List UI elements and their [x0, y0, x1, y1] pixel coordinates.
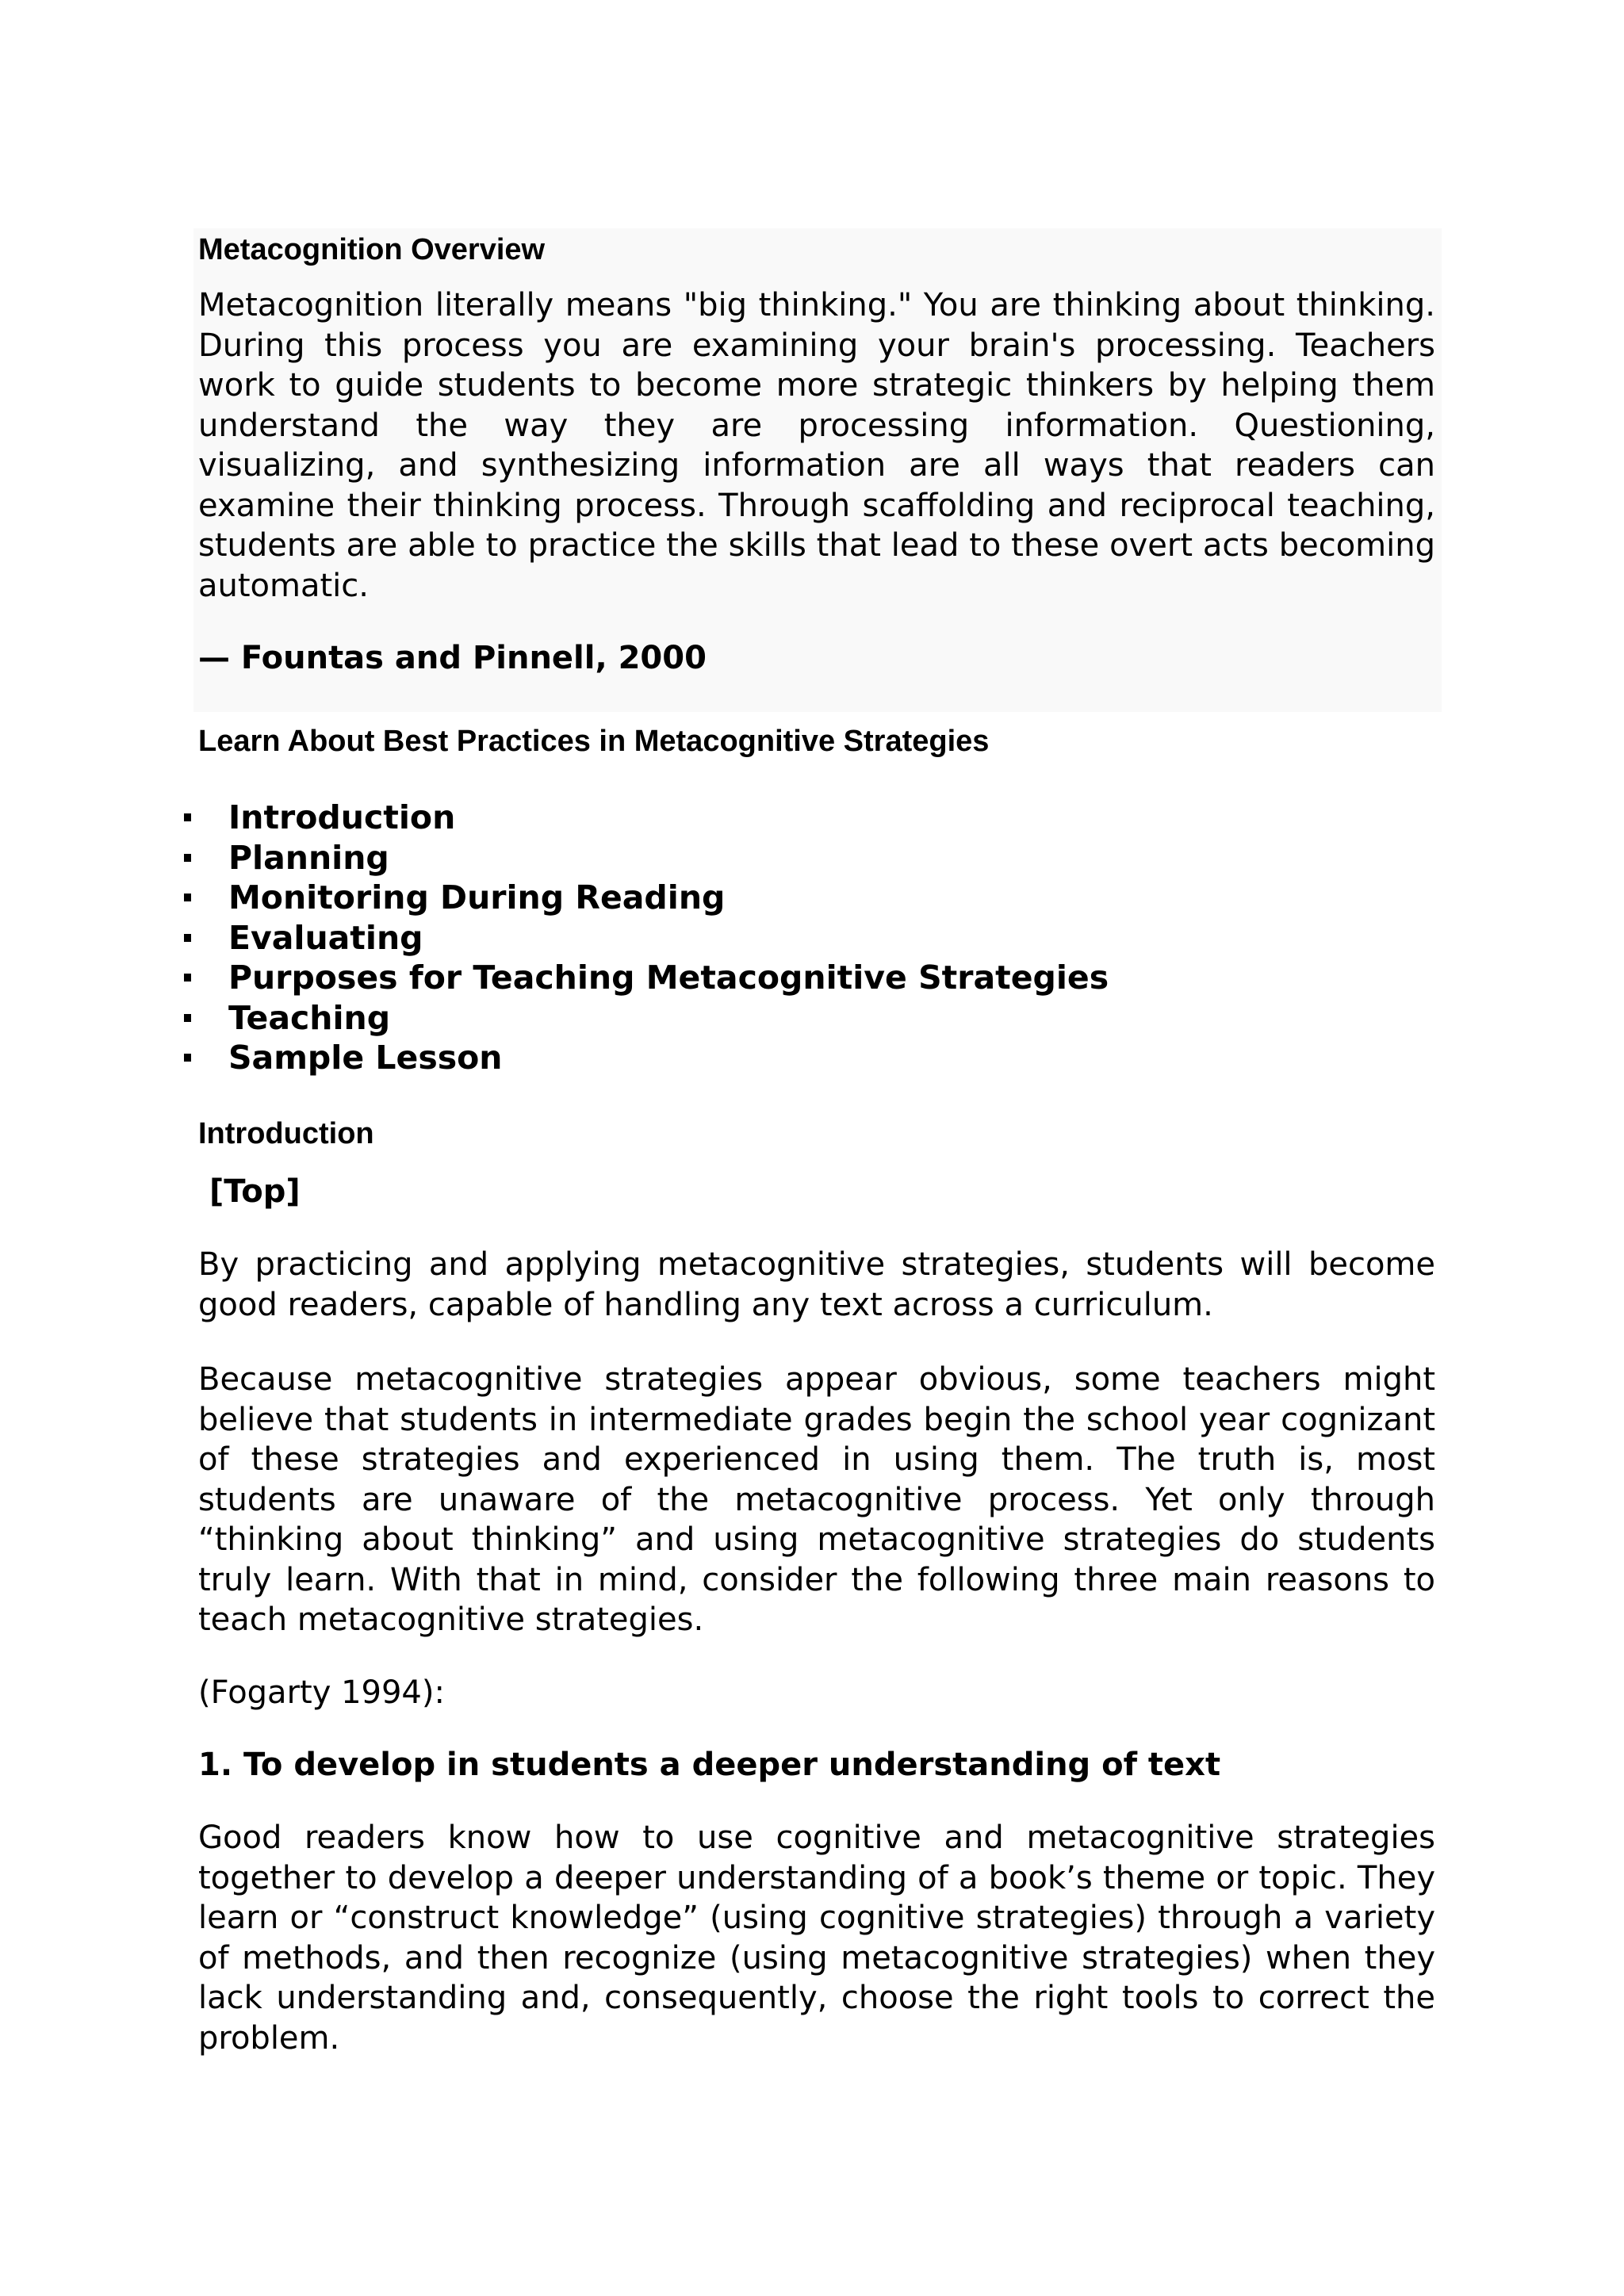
reason-1-paragraph: Good readers know how to use cognitive and metacognitive strategies together to develop a deeper understanding of a book’s theme or topic. They learn or “construct knowledge” (using cognitive strategies) through a variety of methods, and then recognize (using metacognitive strategies) when they lack understanding and, consequently, choose the right tools to correct the problem. [198, 1820, 1435, 2057]
bullet-icon [184, 934, 191, 942]
top-link[interactable]: [Top] [209, 1173, 301, 1210]
bullet-icon [184, 894, 191, 901]
nav-link-label[interactable]: Evaluating [228, 918, 423, 957]
nav-link-purposes[interactable] [179, 958, 1109, 998]
best-practices-heading: Learn About Best Practices in Metacognitive Strategies [198, 725, 990, 758]
nav-link-evaluating[interactable] [179, 918, 1109, 959]
introduction-heading: Introduction [198, 1117, 374, 1150]
reason-1-heading: 1. To develop in students a deeper understanding of text [198, 1747, 1221, 1783]
citation: (Fogarty 1994): [198, 1674, 445, 1711]
bullet-icon [184, 854, 191, 862]
nav-link-teaching[interactable] [179, 998, 1109, 1039]
overview-heading: Metacognition Overview [198, 233, 546, 266]
nav-link-introduction[interactable] [179, 798, 1109, 838]
nav-link-sample-lesson[interactable] [179, 1038, 1109, 1078]
nav-link-label[interactable]: Sample Lesson [228, 1039, 503, 1077]
best-practices-list [179, 798, 1109, 1078]
nav-link-planning[interactable] [179, 838, 1109, 878]
bullet-icon [184, 813, 191, 821]
bullet-icon [184, 1054, 191, 1062]
introduction-paragraph-2: Because metacognitive strategies appear obvious, some teachers might believe that students in intermediate grades begin the school year cognizant of these strategies and experienced in using them. The truth is, most students are unaware of the metacognitive process. Yet only through “thinking about thinking” and using metacognitive strategies do students truly learn. With that in mind, consider the following three main reasons to teach metacognitive strategies. [198, 1361, 1435, 1638]
overview-attribution: — Fountas and Pinnell, 2000 [198, 640, 707, 676]
nav-link-monitoring[interactable] [179, 878, 1109, 918]
overview-paragraph: Metacognition literally means "big thinking." You are thinking about thinking. During this process you are examining your brain's processing. Teachers work to guide students to become more strategic thinkers by helping them understand the way they are processing information. Questioning, visualizing, and synthesizing information are all ways that readers can examine their thinking process. Through scaffolding and reciprocal teaching, students are able to practice the skills that lead to these overt acts becoming automatic. [198, 287, 1435, 604]
nav-link-label[interactable]: Introduction [228, 798, 456, 836]
nav-link-label[interactable]: Planning [228, 838, 389, 877]
nav-link-label[interactable]: Purposes for Teaching Metacognitive Strategies [228, 959, 1109, 997]
nav-link-label[interactable]: Teaching [228, 998, 391, 1037]
introduction-paragraph-1: By practicing and applying metacognitive strategies, students will become good readers, capable of handling any text across a curriculum. [198, 1246, 1435, 1323]
nav-link-label[interactable]: Monitoring During Reading [228, 878, 726, 916]
bullet-icon [184, 974, 191, 982]
bullet-icon [184, 1014, 191, 1022]
